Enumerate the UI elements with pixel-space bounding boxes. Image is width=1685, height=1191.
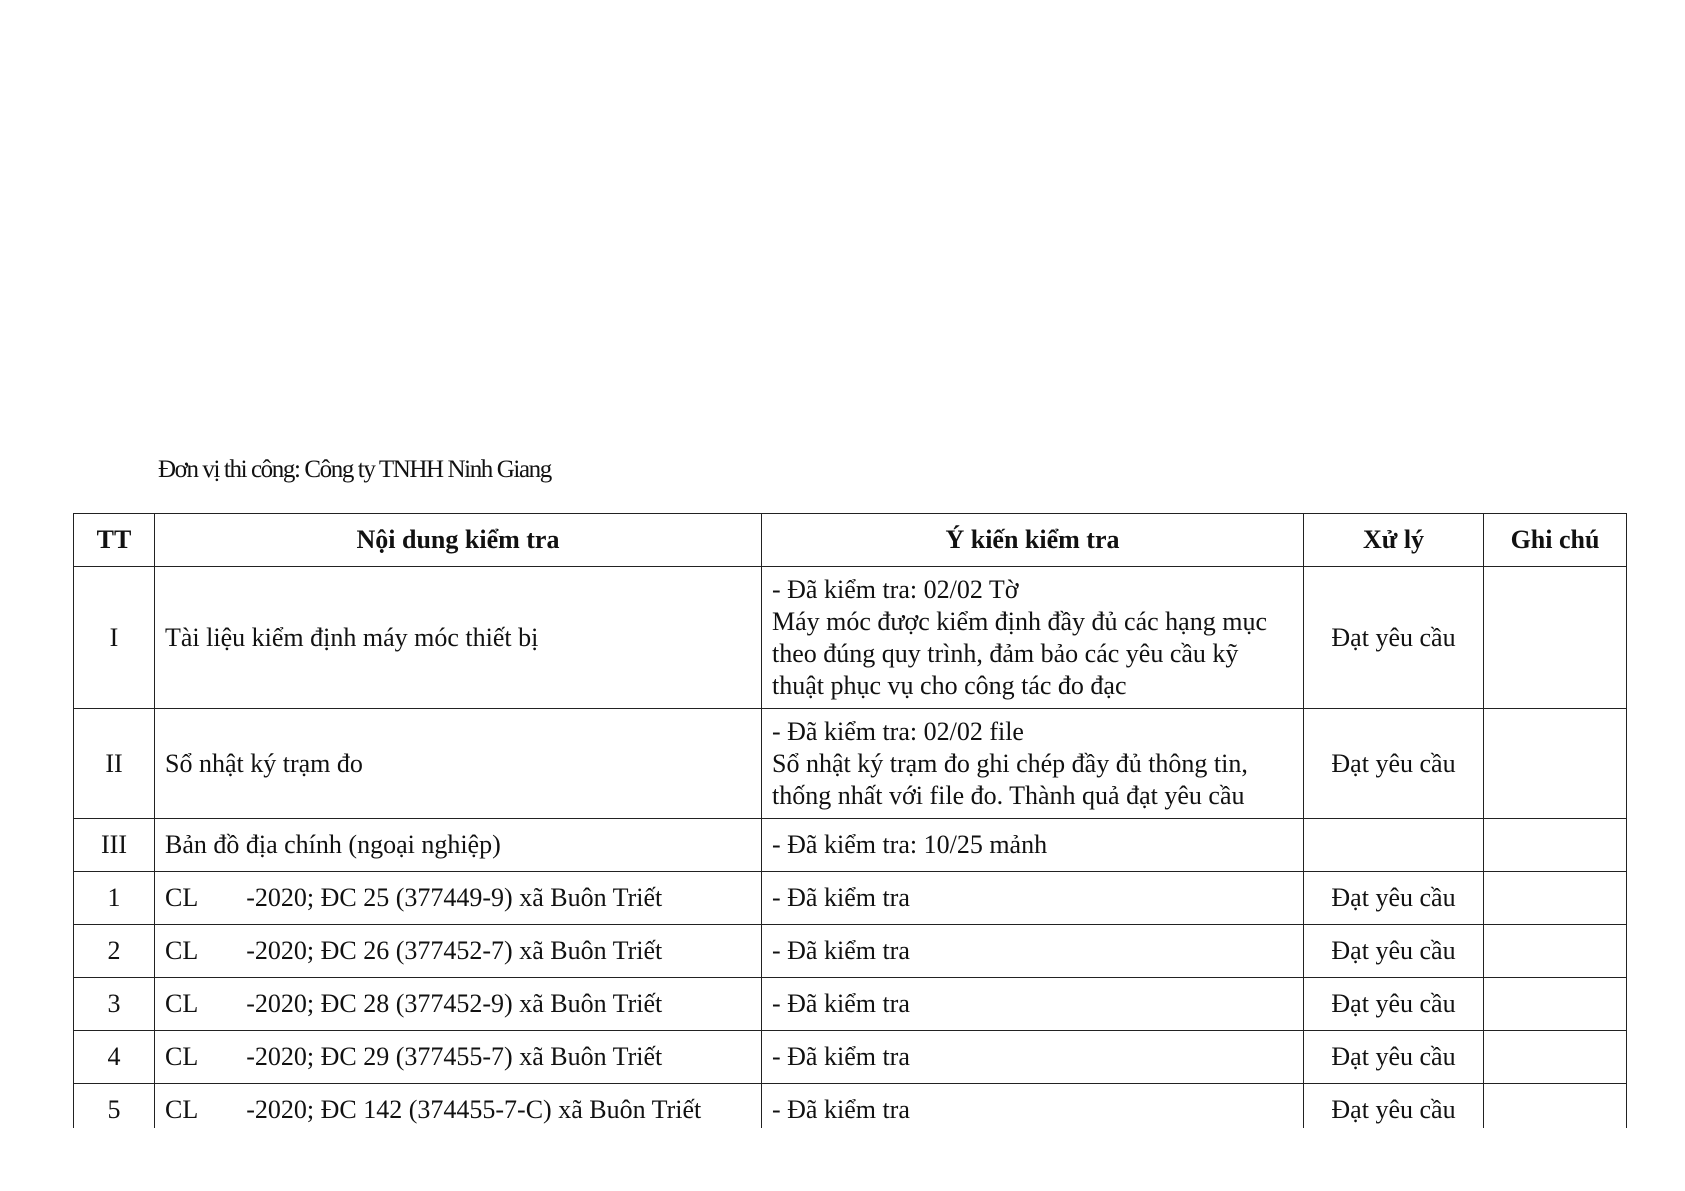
row-result: Đạt yêu cầu (1304, 978, 1484, 1031)
row-opinion: - Đã kiểm tra (762, 1031, 1304, 1084)
sheet-prefix: CL (165, 1042, 199, 1071)
row-content: Sổ nhật ký trạm đo (155, 709, 762, 819)
row-tt: II (74, 709, 155, 819)
sheet-prefix: CL (165, 1095, 199, 1124)
table-row (74, 978, 1627, 1031)
row-tt: 5 (74, 1084, 155, 1137)
row-opinion (762, 567, 1304, 709)
row-note (1484, 819, 1627, 872)
row-note (1484, 709, 1627, 819)
table-row (74, 709, 1627, 819)
opinion-head: - Đã kiểm tra: 02/02 Tờ (772, 574, 1019, 604)
row-note (1484, 925, 1627, 978)
row-opinion: - Đã kiểm tra (762, 925, 1304, 978)
construction-unit-line: Đơn vị thi công: Công ty TNHH Ninh Giang (158, 456, 551, 483)
column-header-result: Xử lý (1304, 514, 1484, 567)
sheet-prefix: CL (165, 883, 199, 912)
row-opinion (762, 709, 1304, 819)
opinion-body: Sổ nhật ký trạm đo ghi chép đầy đủ thông tin, thống nhất với file đo. Thành quả đạt yêu cầu (772, 748, 1248, 810)
row-result: Đạt yêu cầu (1304, 925, 1484, 978)
column-header-tt: TT (74, 514, 155, 567)
column-header-opinion: Ý kiến kiểm tra (762, 514, 1304, 567)
row-result: Đạt yêu cầu (1304, 1084, 1484, 1137)
row-result: Đạt yêu cầu (1304, 709, 1484, 819)
row-content (155, 978, 762, 1031)
row-content: Bản đồ địa chính (ngoại nghiệp) (155, 819, 762, 872)
row-note (1484, 872, 1627, 925)
page-bottom-margin (0, 1128, 1685, 1191)
row-opinion: - Đã kiểm tra (762, 978, 1304, 1031)
row-tt: 1 (74, 872, 155, 925)
row-note (1484, 567, 1627, 709)
table-row (74, 872, 1627, 925)
row-result: Đạt yêu cầu (1304, 872, 1484, 925)
column-header-note: Ghi chú (1484, 514, 1627, 567)
opinion-body: Máy móc được kiểm định đầy đủ các hạng mục theo đúng quy trình, đảm bảo các yêu cầu kỹ thuật phục vụ cho công tác đo đạc (772, 606, 1267, 700)
row-tt: 2 (74, 925, 155, 978)
row-result (1304, 819, 1484, 872)
sheet-suffix: -2020; ĐC 26 (377452-7) xã Buôn Triết (246, 936, 663, 965)
row-note (1484, 978, 1627, 1031)
table-row (74, 1031, 1627, 1084)
sheet-suffix: -2020; ĐC 142 (374455-7-C) xã Buôn Triết (246, 1095, 702, 1124)
row-tt: III (74, 819, 155, 872)
row-opinion: - Đã kiểm tra (762, 1084, 1304, 1137)
table-row (74, 925, 1627, 978)
table-row (74, 819, 1627, 872)
row-content: Tài liệu kiểm định máy móc thiết bị (155, 567, 762, 709)
row-opinion: - Đã kiểm tra (762, 872, 1304, 925)
sheet-suffix: -2020; ĐC 25 (377449-9) xã Buôn Triết (246, 883, 663, 912)
row-note (1484, 1031, 1627, 1084)
row-result: Đạt yêu cầu (1304, 567, 1484, 709)
column-header-content: Nội dung kiểm tra (155, 514, 762, 567)
sheet-prefix: CL (165, 989, 199, 1018)
sheet-prefix: CL (165, 936, 199, 965)
table-row (74, 567, 1627, 709)
opinion-head: - Đã kiểm tra: 02/02 file (772, 716, 1024, 746)
row-content (155, 1031, 762, 1084)
table-header-row (74, 514, 1627, 567)
row-tt: I (74, 567, 155, 709)
row-tt: 3 (74, 978, 155, 1031)
row-content (155, 872, 762, 925)
row-result: Đạt yêu cầu (1304, 1031, 1484, 1084)
sheet-suffix: -2020; ĐC 29 (377455-7) xã Buôn Triết (246, 1042, 663, 1071)
inspection-table (73, 513, 1627, 1137)
row-content (155, 925, 762, 978)
sheet-suffix: -2020; ĐC 28 (377452-9) xã Buôn Triết (246, 989, 663, 1018)
row-tt: 4 (74, 1031, 155, 1084)
row-opinion: - Đã kiểm tra: 10/25 mảnh (762, 819, 1304, 872)
